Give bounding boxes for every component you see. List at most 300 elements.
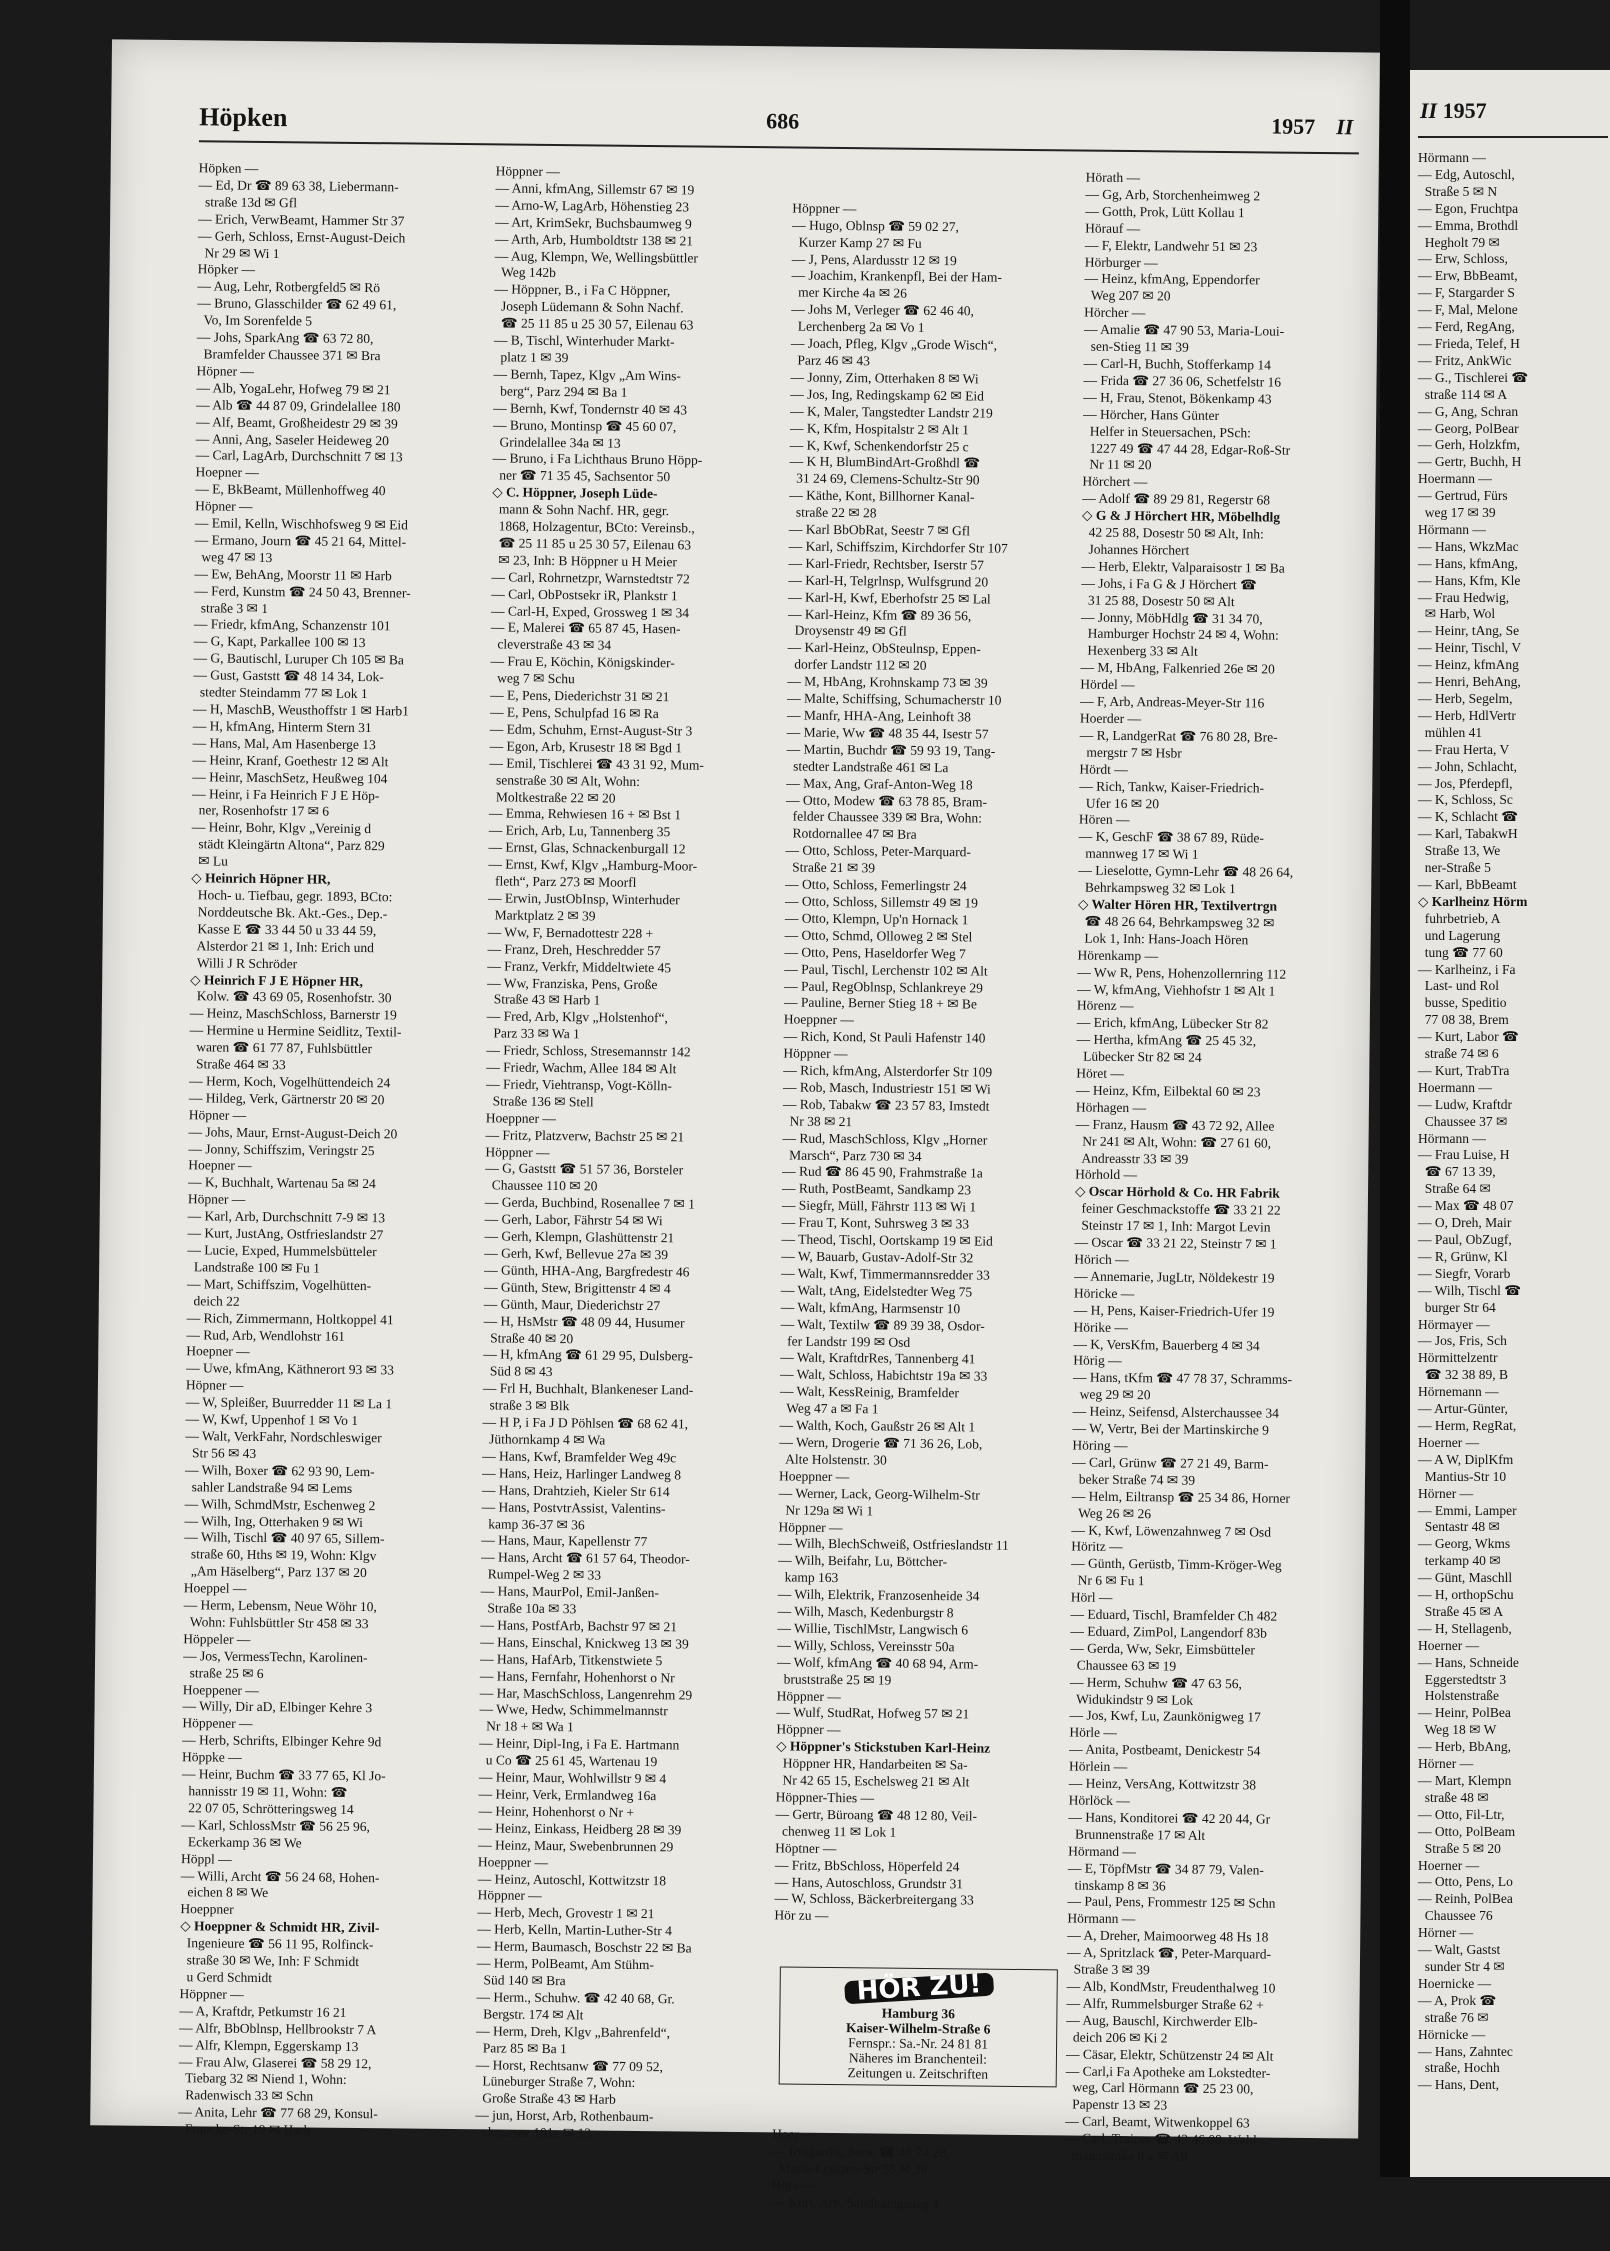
directory-entry: Last- und Rol (1418, 978, 1499, 994)
directory-entry: — Arno-W, LagArb, Höhenstieg 23 (495, 197, 690, 215)
directory-entry: — Franz, Dreh, Heschredder 57 (487, 941, 661, 958)
directory-entry: — Otto, Modew ☎ 63 78 85, Bram- (786, 791, 988, 810)
directory-entry: — Heinr, MaschSetz, Heußweg 104 (192, 768, 388, 786)
directory-entry: — Carl, Beamt, Witwenkoppel 63 (1065, 2113, 1250, 2131)
directory-entry: Weg 18 ✉ W (1418, 1722, 1497, 1738)
directory-entry: 42 25 88, Dosestr 50 ✉ Alt, Inh: (1081, 524, 1264, 542)
directory-entry: — H, kfmAng, Hinterm Stern 31 (192, 718, 372, 736)
directory-entry: — Marie, Ww ☎ 48 35 44, Isestr 57 (786, 724, 989, 742)
directory-entry: sunder Str 4 ✉ (1418, 1958, 1505, 1974)
directory-entry: — Hans, Archt ☎ 61 57 64, Theodor- (481, 1549, 690, 1567)
directory-entry: — F, Stargarder S (1418, 285, 1515, 301)
directory-entry: ner ☎ 71 35 45, Sachsentor 50 (492, 467, 671, 485)
directory-entry: — Herb, Elektr, Valparaisostr 1 ✉ Ba (1081, 558, 1285, 576)
directory-entry: — M, HbAng, Krohnskamp 73 ✉ 39 (787, 673, 988, 691)
directory-entry: — Anni, Ang, Saseler Heideweg 20 (195, 430, 390, 448)
directory-entry: ☎ 25 11 85 u 25 30 57, Eilenau 63 (494, 315, 694, 333)
directory-entry: — Anita, Postbeamt, Denickestr 54 (1069, 1741, 1261, 1759)
directory-entry: — Anni, kfmAng, Sillemstr 67 ✉ 19 (495, 180, 695, 198)
directory-entry: — Alb ☎ 44 87 09, Grindelallee 180 (196, 396, 401, 415)
directory-entry: Hörmann — (1418, 1130, 1486, 1146)
directory-entry: Nr 11 ✉ 20 (1082, 456, 1152, 473)
directory-entry: Hörcher — (1084, 304, 1146, 321)
directory-entry: — Kurt, Arb, Sandkampstieg 1 (771, 2193, 940, 2211)
directory-entry: straße 76 ✉ (1418, 2009, 1489, 2025)
directory-entry: „Am Häselberg“, Parz 137 ✉ 20 (183, 1563, 367, 1581)
directory-entry: Parz 85 ✉ Ba 1 (475, 2039, 567, 2056)
directory-entry: — Hans, Kfm, Kle (1418, 572, 1521, 588)
page-header-name: Höpken (199, 102, 288, 133)
directory-entry: — Carl, LagArb, Durchschnitt 7 ✉ 13 (195, 447, 403, 465)
directory-entry: — Carl-H, Buchh, Stofferkamp 14 (1083, 355, 1272, 373)
directory-entry: Straße 21 ✉ 39 (785, 859, 876, 876)
directory-entry: Alte Holstenstr. 30 (779, 1451, 887, 1468)
directory-entry: Andreasstr 33 ✉ 39 (1075, 1150, 1189, 1167)
directory-entry: Willi J R Schröder (190, 954, 298, 971)
directory-entry: Marktplatz 2 ✉ 39 (487, 907, 596, 924)
directory-entry: Hexenberg 33 ✉ Alt (1080, 642, 1198, 660)
directory-entry: ner-Straße 5 (1418, 860, 1491, 876)
directory-entry: — Wilh, Elektrik, Franzosenheide 34 (777, 1586, 980, 1604)
directory-entry: — Fritz, BbSchloss, Höperfeld 24 (774, 1857, 960, 1874)
directory-entry: Parz 33 ✉ Wa 1 (486, 1025, 580, 1042)
directory-entry: — Ww, F, Bernadottestr 228 + (487, 924, 654, 941)
directory-entry: — Artur-Günter, (1418, 1401, 1508, 1417)
directory-entry: Höpner — (187, 1191, 246, 1208)
directory-entry: — Ed, Dr ☎ 89 63 38, Liebermann- (198, 177, 399, 195)
directory-entry: 31 24 69, Clemens-Schultz-Str 90 (789, 470, 980, 488)
directory-entry: bruststraße 25 ✉ 19 (776, 1671, 892, 1688)
directory-entry: — Ruth, PostBeamt, Sandkamp 23 (781, 1180, 972, 1198)
directory-entry: Hörig — (1073, 1352, 1122, 1369)
directory-entry: — G, Ang, Schran (1418, 403, 1519, 419)
directory-entry: — Johs, Maur, Ernst-August-Deich 20 (188, 1123, 398, 1142)
directory-entry: straße 48 ✉ (1418, 1789, 1489, 1805)
directory-entry: — Hermine u Hermine Seidlitz, Textil- (189, 1022, 402, 1040)
directory-entry: — Heinr, PolBea (1418, 1705, 1511, 1721)
directory-entry: — Höppner, B., i Fa C Höppner, (494, 281, 671, 299)
directory-entry: Süd 140 ✉ Bra (476, 1972, 566, 1989)
directory-entry: cleverstraße 43 ✉ 34 (490, 636, 612, 653)
directory-entry: Hörenkamp — (1077, 947, 1159, 964)
directory-entry: Eckerkamp 36 ✉ We (181, 1833, 302, 1851)
directory-entry: — E, Pens, Diederichstr 31 ✉ 21 (490, 687, 670, 705)
hoer-zu-advert (779, 1967, 1058, 2088)
directory-entry: — Walt, KessReinig, Bramfelder (779, 1383, 959, 1401)
directory-entry: — Uwe, kfmAng, Käthnerort 93 ✉ 33 (186, 1360, 394, 1378)
advert-line-1: Hamburg 36 (881, 2005, 956, 2022)
directory-entry: ◇ Heinrich F J E Höpner HR, (190, 971, 364, 989)
directory-entry: — Friedr, Schloss, Stresemannstr 142 (486, 1042, 691, 1060)
directory-entry: — K, VersKfm, Bauerberg 4 ✉ 34 (1073, 1336, 1260, 1353)
column-3-list (774, 200, 1082, 1927)
directory-entry: Johannes Hörchert (1081, 541, 1190, 558)
directory-entry: — Paul, ObZugf, (1418, 1232, 1512, 1247)
directory-entry: — Karl, BbBeamt (1418, 876, 1517, 892)
directory-entry: — Käthe, Kont, Billhorner Kanal- (789, 487, 975, 505)
directory-entry: — G., Tischlerei ☎ (1418, 369, 1529, 385)
directory-entry: Parz 46 ✉ 43 (790, 352, 870, 369)
directory-entry: Hoerner — (1418, 1857, 1480, 1873)
directory-entry: straße, Hochh (1418, 2060, 1500, 2076)
facing-page-column (1418, 150, 1608, 2170)
directory-entry: — Paul, Tischl, Lerchenstr 102 ✉ Alt (784, 961, 988, 979)
directory-entry: — Max, Ang, Graf-Anton-Weg 18 (786, 775, 973, 793)
directory-entry: Chaussee 63 ✉ 19 (1069, 1657, 1177, 1674)
directory-entry: Lüneburger Straße 7, Wohn: (475, 2073, 636, 2091)
directory-entry: deich 22 (186, 1292, 240, 1309)
directory-entry: — Rud, MaschSchloss, Klgv „Horner (782, 1130, 988, 1148)
directory-entry: Eggerstedtstr 3 (1418, 1671, 1507, 1687)
directory-entry: ☎ 25 11 85 u 25 30 57, Eilenau 63 (491, 535, 692, 553)
directory-entry: Höpken — (198, 160, 259, 176)
facing-page-volume: II (1420, 98, 1438, 123)
directory-entry: — Rud ☎ 86 45 90, Frahmstraße 1a (782, 1163, 983, 1182)
directory-entry: — Otto, Fil-Ltr, (1418, 1806, 1505, 1822)
directory-entry: — Frau Luise, H (1418, 1147, 1510, 1163)
directory-entry: Maria-Louisen-Str 55 ✉ 39 (771, 2160, 928, 2177)
directory-entry: — Siegfr, Müll, Fährstr 113 ✉ Wi 1 (781, 1197, 977, 1215)
directory-entry: ◇ Heinrich Höpner HR, (191, 870, 331, 887)
directory-entry: — Ernst, Glas, Schnackenburgall 12 (488, 839, 686, 857)
directory-entry: Rumpel-Weg 2 ✉ 33 (480, 1566, 602, 1583)
directory-entry: Höppner — (783, 1045, 848, 1062)
directory-entry: — Emma, Brothdl (1418, 217, 1519, 233)
directory-entry: Höppner — (477, 1887, 542, 1904)
directory-entry: Hörner — (1418, 1756, 1474, 1772)
directory-entry: — Werner, Lack, Georg-Wilhelm-Str (778, 1485, 980, 1503)
directory-entry: — Frl H, Buchhalt, Blankeneser Land- (482, 1380, 694, 1398)
directory-entry: — Aug, Klempn, We, Wellingsbüttler (494, 247, 699, 266)
directory-entry: straße 3 ✉ 1 (194, 599, 269, 616)
directory-entry: mann & Sohn Nachf. HR, gegr. (492, 501, 670, 519)
directory-entry: — Jos, Fris, Sch (1418, 1333, 1507, 1349)
directory-entry: — Alfr, BbOblnsp, Hellbrookstr 7 A (179, 2019, 377, 2037)
directory-entry: — Wilh, Masch, Kedenburgstr 8 (777, 1603, 954, 1621)
directory-column-2 (475, 163, 786, 2141)
directory-entry: straße 74 ✉ 6 (1418, 1046, 1499, 1062)
directory-entry: Straße 464 ✉ 33 (189, 1056, 286, 1073)
directory-entry: — K, Kwf, Schenkendorfstr 25 c (789, 436, 969, 454)
directory-entry: Höpker — (197, 261, 256, 278)
directory-entry: Höpner — (185, 1377, 244, 1394)
directory-entry: straße 30 ✉ We, Inh: F Schmidt (179, 1952, 360, 1970)
directory-entry: Straße 13, We (1418, 843, 1501, 859)
directory-entry: — G, Kapt, Parkallee 100 ✉ 13 (193, 633, 366, 651)
directory-entry: städt Kleingärtn Altona“, Parz 829 (191, 836, 385, 854)
directory-entry: — Walt, Schloss, Habichtstr 19a ✉ 33 (780, 1366, 988, 1384)
directory-entry: stedter Steindamm 77 ✉ Lok 1 (193, 684, 368, 702)
directory-entry: — Heinz, VersAng, Kottwitzstr 38 (1068, 1775, 1257, 1793)
directory-entry: — Walt, VerkFahr, Nordschleswiger (185, 1428, 382, 1446)
directory-entry: — Gerh, Schloss, Ernst-August-Deich (197, 227, 406, 246)
directory-entry: 22 07 05, Schrötteringsweg 14 (181, 1800, 354, 1817)
directory-entry: Nr 6 ✉ Fu 1 (1070, 1572, 1145, 1589)
directory-entry: Hörlein — (1068, 1758, 1128, 1775)
directory-entry: Hoch- u. Tiefbau, gegr. 1893, BCto: (191, 887, 393, 905)
directory-entry: — Joachim, Krankenpfl, Bei der Ham- (791, 267, 1002, 286)
directory-entry: — Irmgardis, Stew ☎ 48 74 28, (771, 2143, 950, 2161)
directory-entry: burger Str 64 (1418, 1299, 1496, 1315)
directory-entry: — Eduard, Tischl, Bramfelder Ch 482 (1070, 1606, 1278, 1624)
directory-entry: — Karl, SchlossMstr ☎ 56 25 96, (181, 1816, 370, 1834)
directory-entry: Straße 5 ✉ 20 (1418, 1840, 1501, 1856)
directory-entry: — Heinr, Hohenhorst o Nr + (478, 1803, 635, 1820)
directory-entry: Höring — (1072, 1437, 1128, 1454)
directory-entry: felder Chaussee 339 ✉ Bra, Wohn: (785, 808, 982, 826)
directory-entry: — Rud, Arb, Wendlohstr 161 (186, 1326, 345, 1344)
directory-entry: — Bernh, Kwf, Tondernstr 40 ✉ 43 (493, 400, 688, 418)
hoer-zu-logo: HÖR ZU! (844, 1973, 994, 2005)
directory-entry: — Herm, Baumasch, Boschstr 22 ✉ Ba (477, 1938, 692, 1956)
directory-entry: — Wilh, BlechSchweiß, Ostfrieslandstr 11 (778, 1535, 1009, 1554)
directory-entry: ◇ Höppner's Stickstuben Karl-Heinz (776, 1738, 991, 1756)
directory-entry: Hoermann — (1418, 1079, 1492, 1095)
directory-entry: — H P, i Fa J D Pöhlsen ☎ 68 62 41, (482, 1414, 689, 1432)
directory-entry: Höppner HR, Handarbeiten ✉ Sa- (775, 1755, 968, 1773)
directory-entry: — John, Schlacht, (1418, 758, 1517, 774)
directory-entry: — Heinr, Verk, Ermlandweg 16a (478, 1786, 657, 1804)
directory-entry: Kasse E ☎ 33 44 50 u 33 44 59, (190, 921, 377, 938)
directory-entry: — M, HbAng, Falkenried 26e ✉ 20 (1080, 659, 1275, 677)
directory-entry: — Bernh, Tapez, Klgv „Am Wins- (493, 366, 681, 384)
directory-page (90, 39, 1380, 2211)
directory-entry: — Walth, Koch, Gaußstr 26 ✉ Alt 1 (779, 1417, 976, 1435)
directory-entry: — Hans, Autoschloss, Grundstr 31 (774, 1873, 964, 1891)
directory-entry: Höppner — (179, 1986, 244, 2002)
directory-entry: — Bruno, Glasschilder ☎ 62 49 61, (197, 295, 397, 313)
directory-entry: Hörnemann — (1418, 1384, 1499, 1400)
directory-entry: Nr 241 ✉ Alt, Wohn: ☎ 27 61 60, (1075, 1133, 1272, 1151)
directory-entry: — W, Bauarb, Gustav-Adolf-Str 32 (781, 1248, 974, 1266)
directory-entry: — Manfr, HHA-Ang, Leinhoft 38 (786, 707, 972, 725)
directory-entry: — Alb, KondMstr, Freudenthalweg 10 (1066, 1978, 1276, 1996)
directory-entry: — Otto, Schloss, Femerlingstr 24 (785, 876, 967, 894)
directory-entry: — Alfr, Klempn, Eggerskamp 13 (178, 2036, 359, 2054)
directory-entry: — Hans, Fernfahr, Hohenhorst o Nr (479, 1667, 675, 1685)
directory-entry: Tiebarg 32 ✉ Niend 1, Wohn: (178, 2070, 347, 2088)
advert-line-3: Fernspr.: Sa.-Nr. 24 81 81 (848, 2035, 989, 2052)
directory-entry: — Hans, Maur, Kapellenstr 77 (481, 1532, 648, 1550)
directory-entry: Weg 207 ✉ 20 (1084, 287, 1171, 304)
directory-entry: — Hans, Dent, (1418, 2077, 1499, 2093)
directory-entry: — Jos, Ing, Redingskamp 62 ✉ Eid (790, 386, 984, 404)
directory-entry: straße 114 ✉ A (1418, 386, 1508, 402)
directory-entry: — Siegfr, Vorarb (1418, 1265, 1511, 1281)
directory-entry: — Otto, PolBeam (1418, 1823, 1516, 1839)
directory-entry: — Gotth, Prok, Lütt Kollau 1 (1085, 203, 1245, 221)
directory-entry: — A, Spritzlack ☎, Peter-Marquard- (1066, 1944, 1272, 1962)
directory-entry: — Theod, Tischl, Oortskamp 19 ✉ Eid (781, 1231, 993, 1249)
directory-entry: Hoerner — (1418, 1434, 1480, 1450)
directory-entry: — Jos, Pferdepfl, (1418, 775, 1513, 791)
directory-column-1 (178, 160, 489, 2138)
directory-entry: Hördel — (1080, 676, 1135, 693)
directory-entry: — Heinz, Autoschl, Kottwitzstr 18 (477, 1870, 667, 1888)
directory-entry: — R, LandgerRat ☎ 76 80 28, Bre- (1079, 727, 1278, 745)
directory-entry: — Hörcher, Hans Günter (1083, 406, 1220, 423)
directory-entry: — G, Bautischl, Luruper Ch 105 ✉ Ba (193, 650, 405, 668)
directory-entry: — Bruno, Montinsp ☎ 45 60 07, (492, 416, 677, 434)
directory-entry: weg, Carl Hörmann ☎ 25 23 00, (1065, 2079, 1254, 2097)
directory-entry: — Karl, TabakwH (1418, 826, 1518, 842)
directory-entry: Höret — (1076, 1065, 1124, 1082)
directory-entry: Hörhold — (1075, 1166, 1138, 1183)
directory-entry: — Helm, Eiltransp ☎ 25 34 86, Horner (1071, 1488, 1291, 1506)
directory-entry: Hamburger Hochstr 24 ✉ 4, Wohn: (1080, 626, 1279, 644)
directory-entry: ◇ Walter Hören HR, Textilvertrgn (1077, 896, 1278, 914)
directory-entry: Hörburger — (1084, 254, 1158, 270)
directory-entry: platz 1 ✉ 39 (493, 349, 569, 366)
directory-entry: — E, BkBeamt, Müllenhoffweg 40 (195, 481, 386, 499)
directory-entry: — Carl,i Fa Apotheke am Lokstedter- (1065, 2062, 1271, 2081)
directory-entry: — Wilh, Beifahr, Lu, Böttcher- (778, 1552, 948, 1570)
directory-entry: ☎ 67 13 39, (1418, 1164, 1496, 1180)
directory-entry: Ingenieure ☎ 56 11 95, Rolfinck- (180, 1935, 374, 1953)
directory-entry: Norddeutsche Bk. Akt.-Ges., Dep.- (190, 904, 388, 922)
directory-entry: — Franz, Verkfr, Middeltwiete 45 (487, 957, 672, 975)
directory-entry: — A, Dreher, Maimoorweg 48 Hs 18 (1067, 1927, 1269, 1945)
directory-entry: Höpner — (188, 1106, 247, 1123)
directory-entry: kamp 163 (777, 1569, 839, 1586)
directory-entry: — Günth, Maur, Diederichstr 27 (483, 1296, 661, 1313)
directory-entry: Höppner — (778, 1518, 843, 1535)
directory-entry: Weg 26 ✉ 26 (1071, 1505, 1152, 1521)
directory-entry: — Heinz, kfmAng (1418, 657, 1519, 673)
directory-entry: — Hertha, kfmAng ☎ 25 45 32, (1076, 1031, 1257, 1049)
directory-entry: — Annemarie, JugLtr, Nöldekestr 19 (1074, 1268, 1275, 1286)
directory-entry: — Herm., Schuhw. ☎ 42 40 68, Gr. (476, 1989, 675, 2007)
directory-entry: — Art, KrimSekr, Buchsbaumweg 9 (495, 214, 692, 232)
directory-entry: — Fred, Arb, Klgv „Holstenhof“, (486, 1008, 669, 1026)
directory-entry: Hoepner — (186, 1343, 250, 1360)
directory-entry: — Rich, kfmAng, Alsterdorfer Str 109 (783, 1062, 993, 1080)
directory-entry: — E, TöpfMstr ☎ 34 87 79, Valen- (1067, 1860, 1264, 1878)
directory-entry: Moltkestraße 22 ✉ 20 (489, 788, 616, 806)
directory-entry: Hörike — (1073, 1319, 1129, 1335)
directory-entry: — Joach, Pfleg, Klgv „Grode Wisch“, (790, 335, 998, 353)
directory-entry: — Cäsar, Elektr, Schützenstr 24 ✉ Alt (1065, 2046, 1274, 2064)
directory-entry: — Walt, Gastst (1418, 1942, 1501, 1958)
directory-entry: — Walt, kfmAng, Harmsenstr 10 (780, 1299, 961, 1317)
directory-entry: Helfer in Steuersachen, PSch: (1082, 423, 1252, 440)
directory-entry: — Hans, Konditorei ☎ 42 20 44, Gr (1068, 1809, 1271, 1827)
directory-entry: 1868, Holzagentur, BCto: Vereinsb., (491, 518, 695, 536)
directory-entry: — Wilh, Ing, Otterhaken 9 ✉ Wi (184, 1512, 364, 1530)
directory-entry: — Georg, Wkms (1418, 1536, 1511, 1552)
directory-entry: — Arth, Arb, Humboldtstr 138 ✉ 21 (494, 231, 694, 249)
directory-entry: weg 7 ✉ Schu (490, 670, 575, 687)
directory-entry: — Otto, Schmd, Olloweg 2 ✉ Stel (784, 927, 973, 945)
directory-entry: — G, Gaststt ☎ 51 57 36, Borsteler (485, 1160, 684, 1178)
directory-entry: — Erich, kfmAng, Lübecker Str 82 (1076, 1014, 1269, 1032)
directory-entry: — Jonny, Schiffszim, Veringstr 25 (188, 1140, 375, 1158)
directory-entry: Hoepner — (195, 464, 259, 481)
directory-entry: Kolw. ☎ 43 69 05, Rosenhofstr. 30 (189, 988, 392, 1006)
directory-entry: — Friedr, Viehtransp, Vogt-Kölln- (486, 1076, 672, 1094)
page-volume: II (1336, 114, 1354, 140)
directory-entry: — Ludw, Kraftdr (1418, 1096, 1512, 1112)
directory-entry: — Herb, Mech, Grovestr 1 ✉ 21 (477, 1904, 655, 1922)
directory-entry: — Jonny, Zim, Otterhaken 8 ✉ Wi (790, 369, 979, 387)
directory-entry: Höptner — (775, 1840, 837, 1856)
directory-entry: — Adolf ☎ 89 29 81, Regerstr 68 (1082, 490, 1271, 508)
directory-entry: Hoerder — (1079, 710, 1142, 727)
directory-entry: Höppke — (181, 1749, 242, 1765)
directory-entry: — Hans, Mal, Am Hasenberge 13 (192, 735, 376, 752)
directory-entry: eichen 8 ✉ We (180, 1884, 269, 1901)
directory-entry: tung ☎ 77 60 (1418, 944, 1503, 960)
directory-entry: chaussee 101e ✉ 13 (475, 2124, 592, 2141)
directory-entry: — Herm, Lebensm, Neue Wöhr 10, (183, 1597, 377, 1615)
directory-entry: — Karl-Heinz, ObSteulnsp, Eppen- (787, 639, 981, 657)
directory-entry: — Horst, Rechtsanw ☎ 77 09 52, (475, 2056, 663, 2074)
directory-entry: Hoermann — (1418, 471, 1492, 487)
directory-entry: Hoeppner — (778, 1468, 850, 1484)
directory-entry: Kurzer Kamp 27 ✉ Fu (791, 234, 922, 251)
directory-entry: — Erwin, JustObInsp, Winterhuder (487, 890, 680, 908)
directory-entry: — Otto, Klempn, Up'n Hornack 1 (784, 910, 969, 928)
directory-entry: — Paul, Pens, Frommestr 125 ✉ Schn (1067, 1893, 1276, 1912)
directory-entry: Droysenstr 49 ✉ Gfl (787, 622, 907, 640)
directory-entry: — Hans, MaurPol, Emil-Janßen- (480, 1583, 659, 1601)
directory-entry: — Aug, Bauschl, Kirchwerder Elb- (1066, 2012, 1258, 2030)
directory-entry: Hörmann — (1067, 1910, 1136, 1927)
directory-entry: straße 25 ✉ 6 (182, 1664, 264, 1681)
directory-entry: — Fritz, AnkWic (1418, 352, 1512, 368)
directory-entry: — Emil, Tischlerei ☎ 43 31 92, Mum- (489, 755, 705, 773)
directory-entry: — K, Buchhalt, Wartenau 5a ✉ 24 (187, 1174, 376, 1192)
directory-entry: dorfer Landstr 112 ✉ 20 (787, 656, 927, 674)
directory-entry: Hördt — (1079, 761, 1128, 777)
directory-entry: Bramfelder Chaussee 371 ✉ Bra (196, 346, 381, 364)
directory-entry: — Carl, Trainer ☎ 43 46 08, Wald- (1065, 2130, 1262, 2148)
directory-entry: ◇ C. Höppner, Joseph Lüde- (492, 484, 658, 502)
directory-entry: Straße 40 ✉ 20 (483, 1329, 574, 1346)
directory-entry: — Herm, PolBeamt, Am Stühm- (476, 1955, 654, 1973)
directory-entry: Höppener — (182, 1715, 253, 1732)
directory-entry: — Erw, BbBeamt, (1418, 268, 1518, 284)
directory-entry: Hörlöck — (1068, 1792, 1130, 1809)
directory-entry: — Gust, Gaststt ☎ 48 14 34, Lok- (193, 667, 384, 685)
directory-entry: Süd 8 ✉ 43 (483, 1363, 553, 1380)
directory-entry: Hoeppner — (485, 1110, 556, 1126)
directory-entry: — Hans, kfmAng, (1418, 555, 1518, 571)
directory-entry: — Erich, Arb, Lu, Tannenberg 35 (488, 822, 671, 840)
directory-entry: — Heinr, Maur, Wohlwillstr 9 ✉ 4 (478, 1769, 667, 1787)
directory-entry: Hörle — (1069, 1724, 1118, 1741)
directory-entry: — Rich, Zimmermann, Holtkoppel 41 (186, 1309, 394, 1328)
directory-entry: straße 60, Hths ✉ 19, Wohn: Klgv (184, 1546, 377, 1564)
directory-entry: Hoeppner (180, 1901, 234, 1918)
directory-entry: — Rich, Tankw, Kaiser-Friedrich- (1079, 778, 1265, 796)
directory-entry: — A W, DiplKfm (1418, 1451, 1514, 1467)
directory-entry: Straße 10a ✉ 33 (480, 1600, 577, 1617)
directory-entry: Hegholt 79 ✉ (1418, 234, 1500, 250)
directory-entry: — Günth, Stew, Brigittenstr 4 ✉ 4 (483, 1279, 671, 1297)
directory-entry: weg 47 ✉ 13 (194, 549, 273, 565)
directory-entry: Hörnicke — (1418, 2026, 1486, 2042)
directory-entry: Bergstr. 174 ✉ Alt (476, 2006, 584, 2023)
directory-entry: Hoeppner — (477, 1853, 549, 1870)
directory-entry: straße 22 ✉ 28 (789, 504, 877, 521)
directory-column-3 (771, 166, 1083, 2211)
directory-entry: — W, Kwf, Uppenhof 1 ✉ Vo 1 (185, 1411, 359, 1429)
directory-entry: — Malte, Schiffsing, Schumacherstr 10 (787, 690, 1002, 708)
directory-entry: — K, Kwf, Löwenzahnweg 7 ✉ Osd (1071, 1521, 1272, 1540)
directory-entry: hannisstr 19 ✉ 11, Wohn: ☎ (181, 1783, 348, 1800)
directory-entry: — Oscar ☎ 33 21 22, Steinstr 7 ✉ 1 (1074, 1234, 1277, 1252)
